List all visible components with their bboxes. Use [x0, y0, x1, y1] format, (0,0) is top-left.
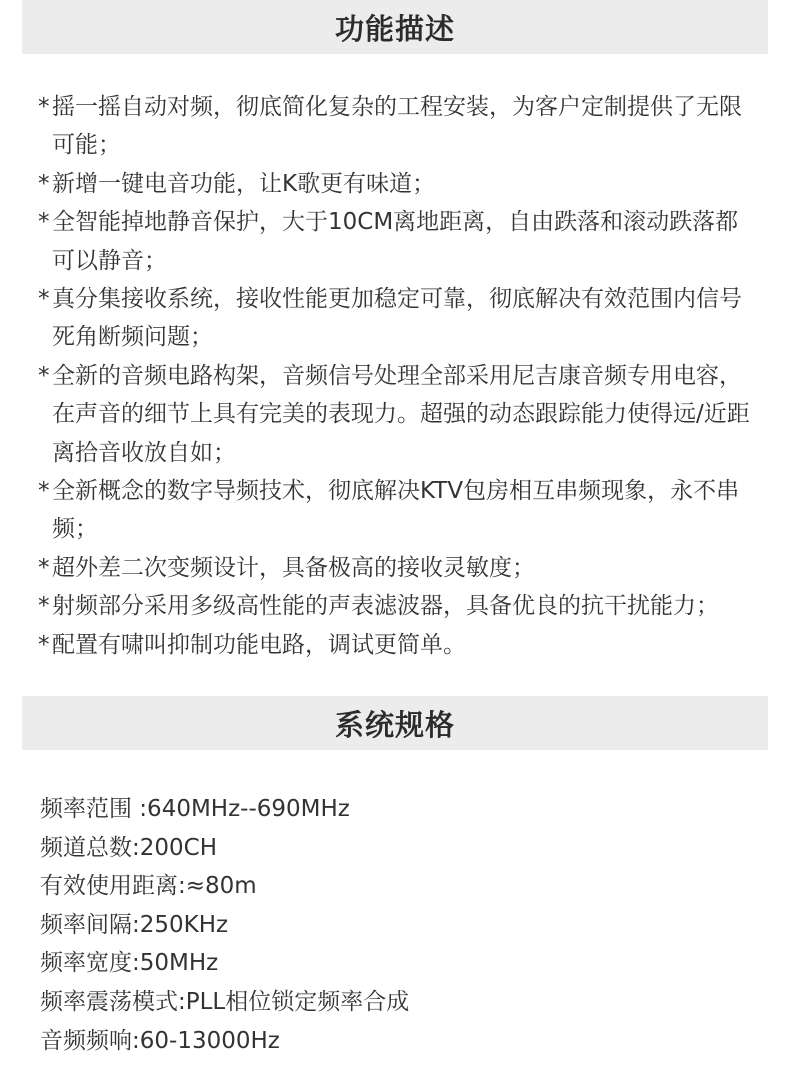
bullet-star: *	[38, 170, 50, 197]
feature-item	[38, 587, 758, 625]
feature-list	[38, 88, 758, 664]
feature-text: 射频部分采用多级高性能的声表滤波器，具备优良的抗干扰能力；	[52, 593, 719, 620]
feature-text: 超外差二次变频设计，具备极高的接收灵敏度；	[52, 554, 535, 581]
bullet-star: *	[38, 209, 50, 236]
feature-text: 新增一键电音功能，让K歌更有味道；	[52, 170, 436, 197]
feature-item	[38, 88, 758, 165]
spec-item: 有效使用距离:≈80m	[40, 873, 257, 900]
bullet-star: *	[38, 94, 50, 120]
feature-text: 全智能掉地静音保护，大于10CM离地距离，自由跌落和滚动跌落都可以静音；	[52, 209, 739, 274]
section-header-specs	[22, 696, 768, 750]
feature-text: 全新概念的数字导频技术，彻底解决KTV包房相互串频现象，永不串频；	[52, 478, 740, 543]
feature-item	[38, 280, 758, 357]
bullet-star: *	[38, 286, 50, 313]
spec-item: 频率宽度:50MHz	[40, 950, 219, 977]
section-header-features	[22, 0, 768, 54]
feature-item	[38, 549, 758, 587]
feature-item	[38, 626, 758, 664]
spec-list	[40, 790, 740, 1060]
feature-text: 真分集接收系统，接收性能更加稳定可靠，彻底解决有效范围内信号死角断频问题；	[52, 286, 742, 351]
section-title-specs: 系统规格	[334, 707, 455, 742]
feature-text: 配置有啸叫抑制功能电路，调试更简单。	[52, 631, 466, 658]
feature-item	[38, 357, 758, 472]
spec-item: 频道总数:200CH	[40, 834, 218, 861]
bullet-star: *	[38, 478, 50, 505]
bullet-star: *	[38, 554, 50, 581]
feature-item	[38, 203, 758, 280]
feature-item	[38, 472, 758, 549]
feature-item	[38, 165, 758, 203]
spec-item: 频率范围 :640MHz--690MHz	[40, 796, 350, 822]
bullet-star: *	[38, 593, 50, 620]
spec-item: 音频频响:60-13000Hz	[40, 1027, 280, 1054]
spec-item: 频率震荡模式:PLL相位锁定频率合成	[40, 988, 410, 1015]
section-title-features: 功能描述	[334, 11, 455, 46]
feature-text: 摇一摇自动对频，彻底简化复杂的工程安装，为客户定制提供了无限可能；	[52, 94, 742, 159]
bullet-star: *	[38, 362, 50, 389]
feature-text: 全新的音频电路构架，音频信号处理全部采用尼吉康音频专用电容，在声音的细节上具有完美的表现力。超强的动态跟踪能力使得远/近距离拾音收放自如；	[52, 362, 750, 466]
spec-item: 频率间隔:250KHz	[40, 911, 229, 938]
bullet-star: *	[38, 631, 50, 658]
